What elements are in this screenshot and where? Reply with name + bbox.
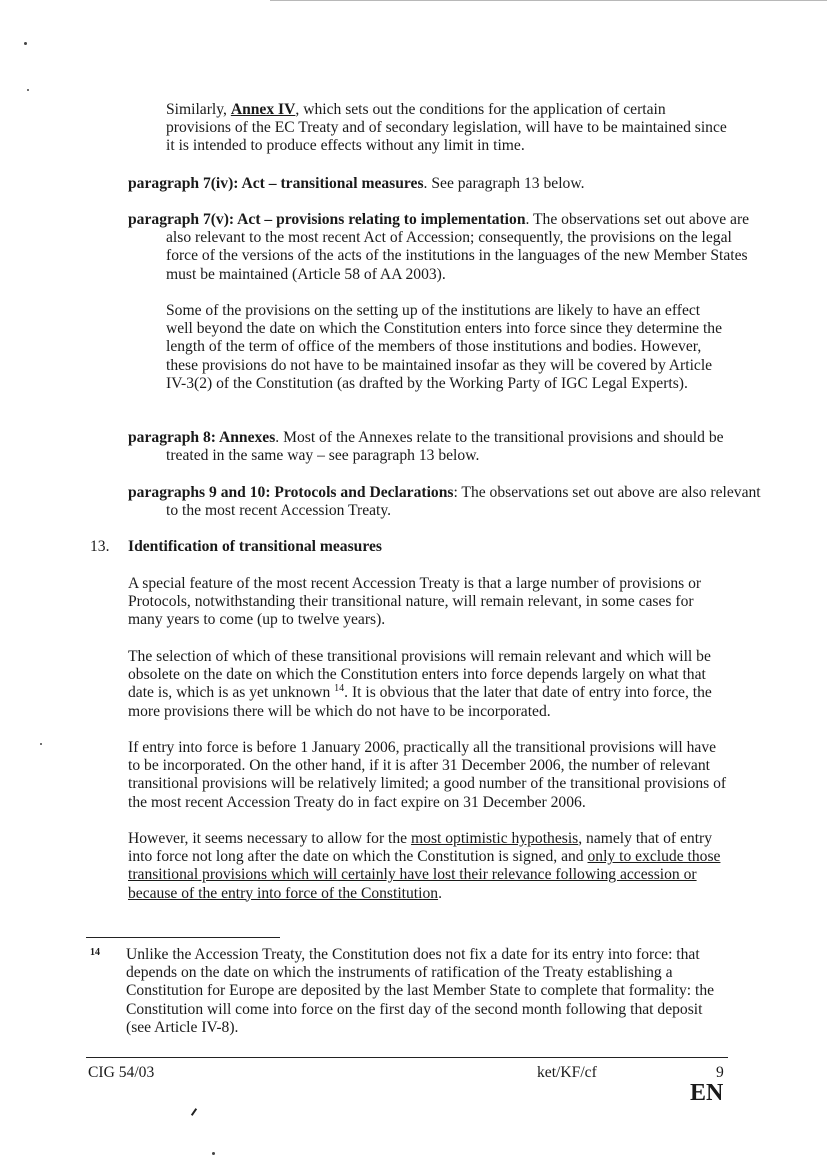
paragraph-special-feature: A special feature of the most recent Accession Treaty is that a large number of provisions or Protocols, notwithstanding their transitional nature, will remain relevant, in some cases for many years to come (up to twelve years). bbox=[128, 575, 702, 629]
scan-speck bbox=[27, 89, 29, 91]
scan-speck bbox=[40, 743, 42, 745]
language-code: EN bbox=[690, 1080, 724, 1106]
paragraph-7iv: paragraph 7(iv): Act – transitional measures. See paragraph 13 below. bbox=[128, 175, 585, 192]
footnote-reference[interactable]: 14 bbox=[334, 683, 345, 695]
paragraph-annex-iv: Similarly, Annex IV, which sets out the conditions for the application of certain provisions of the EC Treaty and of secondary legislation, will have to be maintained since it is intended to produce effects without any limit in time. bbox=[166, 101, 727, 155]
footnote-text: Unlike the Accession Treaty, the Constitution does not fix a date for its entry into force: that depends on the date on which the instruments of ratification of the Treaty establishing a Constitution for Europe are deposited by the last Member State to complete that formality: the Constitution will come into force on the first day of the second month following that deposit (see Article IV-8). bbox=[126, 946, 715, 1036]
footnote-number: 14 bbox=[90, 947, 100, 958]
paragraph-selection: The selection of which of these transitional provisions will remain relevant and which will be obsolete on the date on which the Constitution enters into force depends largely on what that date is, which is as yet unknown $^{14}$. It is obvious that the later that date of entry into force, the more provisions there will be which do not have to be incorporated. bbox=[128, 648, 712, 720]
footnote-separator bbox=[86, 937, 280, 938]
paragraph-8: paragraph 8: Annexes. Most of the Annexes relate to the transitional provisions and should be treated in the same way – see paragraph 13 below. bbox=[128, 429, 724, 465]
author-initials: ket/KF/cf bbox=[537, 1064, 597, 1081]
paragraph-entry-into-force: If entry into force is before 1 January 2006, practically all the transitional provisions will have to be incorporated. On the other hand, if it is after 31 December 2006, the number of relevant transitional provisions will be relatively limited; a good number of the transitional provisions of the most recent Accession Treaty do in fact expire on 31 December 2006. bbox=[128, 739, 727, 811]
scan-speck bbox=[24, 42, 27, 45]
scan-edge-line bbox=[270, 0, 827, 1]
page-number: 9 bbox=[716, 1064, 724, 1081]
paragraph-7v: paragraph 7(v): Act – provisions relating to implementation. The observations set out above are also relevant to the most recent Act of Accession; consequently, the provisions on the legal force of the versions of the acts of the institutions in the languages of the new Member States must be maintained (Article 58 of AA 2003). bbox=[128, 211, 750, 283]
paragraph-7iv-heading: paragraph 7(iv): Act – transitional measures bbox=[128, 175, 424, 192]
paragraph-9-10-heading: paragraphs 9 and 10: Protocols and Declarations bbox=[128, 484, 454, 501]
paragraph-hypothesis: However, it seems necessary to allow for the most optimistic hypothesis, namely that of entry into force not long after the date on which the Constitution is signed, and only to exclude those transitional provisions which will certainly have lost their relevance following accession or because of the entry into force of the Constitution. bbox=[128, 830, 721, 902]
section-number: 13. bbox=[90, 538, 110, 555]
underlined-hypothesis: most optimistic hypothesis bbox=[411, 830, 579, 847]
paragraph-institutions: Some of the provisions on the setting up of the institutions are likely to have an effect well beyond the date on which the Constitution enters into force since they determine the length of the term of office of the members of those institutions and bodies. However, these provisions do not have to be maintained insofar as they will be covered by Article IV-3(2) of the Constitution (as drafted by the Working Party of IGC Legal Experts). bbox=[166, 302, 723, 392]
scan-speck bbox=[212, 1152, 215, 1155]
paragraph-9-10: paragraphs 9 and 10: Protocols and Declarations: The observations set out above are also relevant to the most recent Accession Treaty. bbox=[128, 484, 761, 520]
annex-iv-reference: Annex IV bbox=[230, 101, 296, 118]
paragraph-8-heading: paragraph 8: Annexes bbox=[128, 429, 276, 446]
footer-divider bbox=[86, 1057, 728, 1058]
section-title: Identification of transitional measures bbox=[128, 538, 382, 555]
scan-mark bbox=[191, 1108, 197, 1116]
paragraph-7v-heading: paragraph 7(v): Act – provisions relating to implementation bbox=[128, 211, 526, 228]
document-reference: CIG 54/03 bbox=[88, 1064, 155, 1081]
underlined-exclusion: only to exclude those transitional provisions which will certainly have lost their relevance following accession or because of the entry into force of the Constitution bbox=[128, 848, 721, 902]
